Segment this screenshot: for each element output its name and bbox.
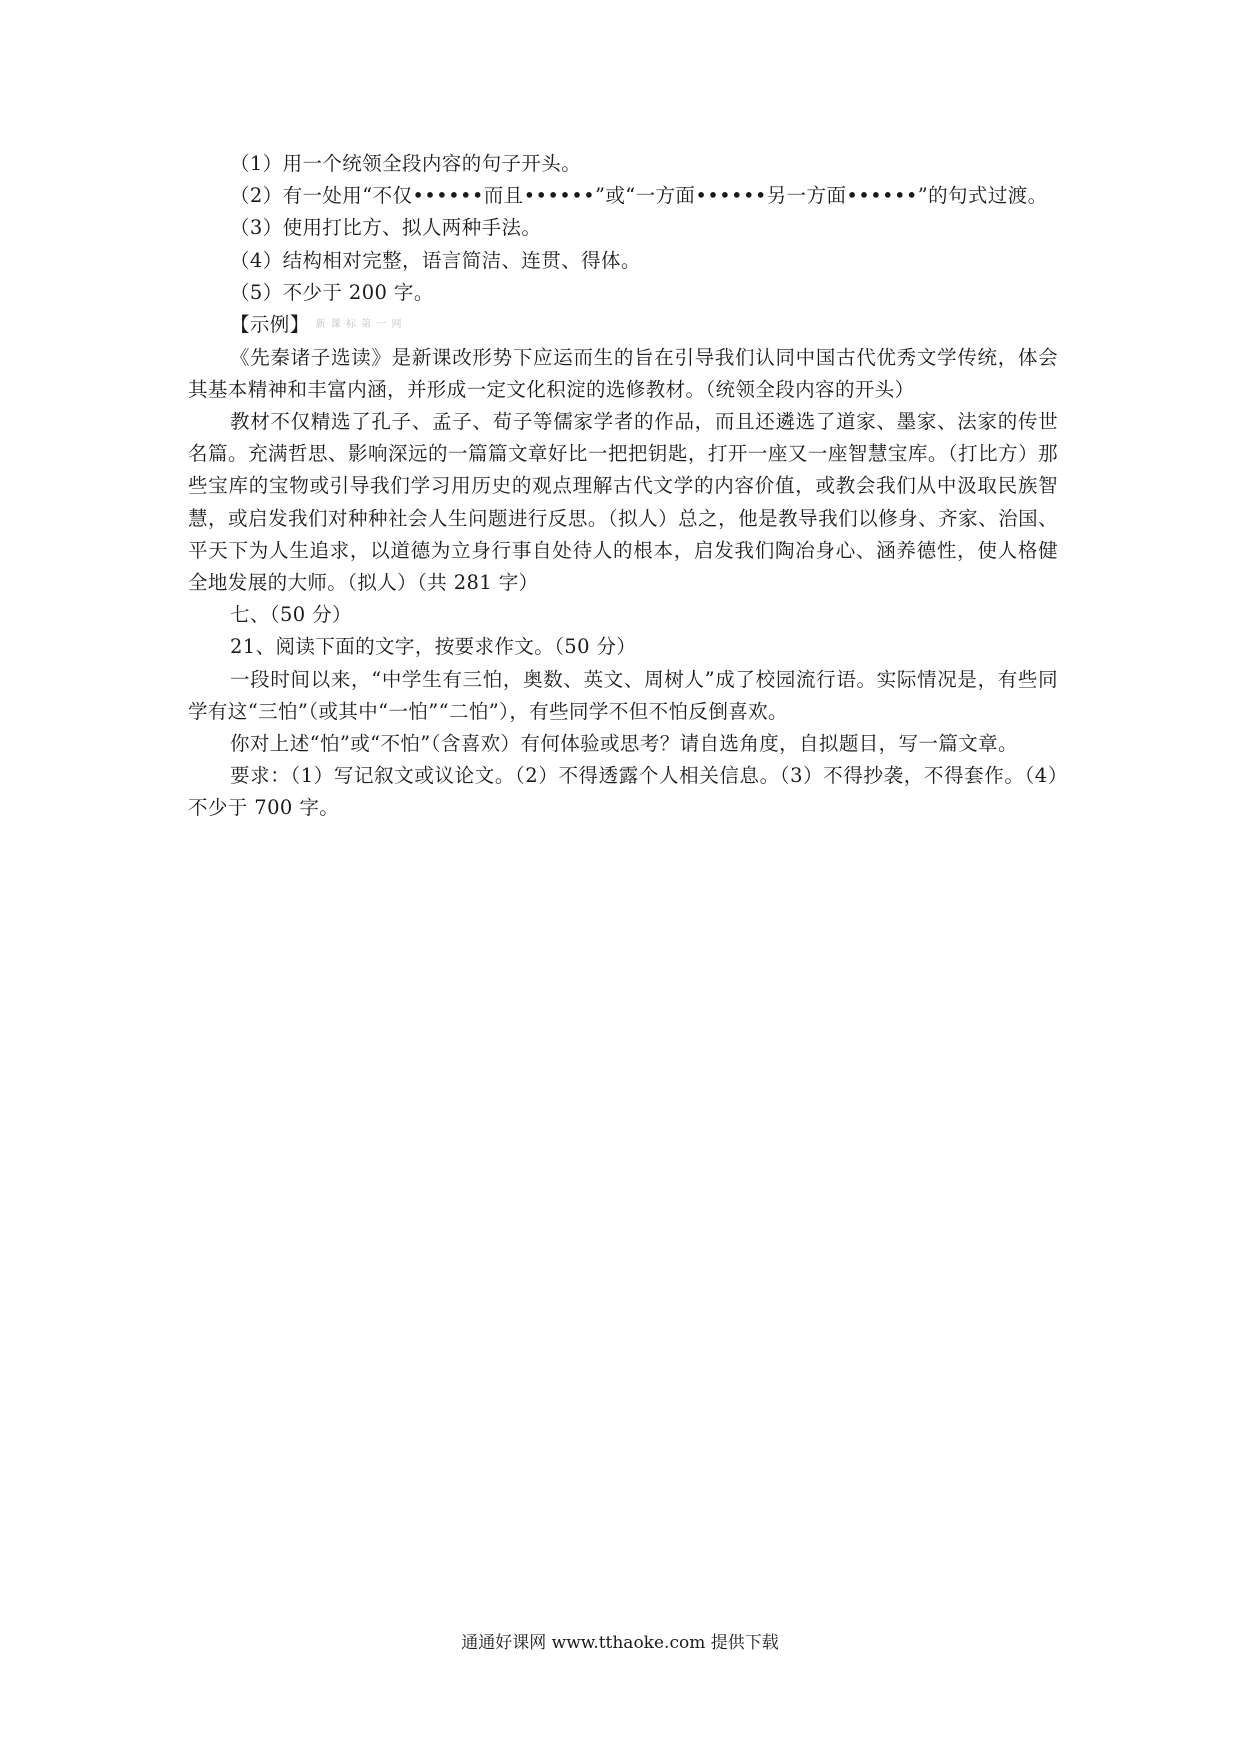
example-heading-row <box>188 309 1058 342</box>
watermark: 新 课 标 第 一 网 <box>315 319 403 331</box>
page-footer: 通通好课网 www.tthaoke.com 提供下载 <box>461 1633 779 1653</box>
example-heading: 【示例】 <box>230 313 310 337</box>
section-seven-heading: 七、（50 分） <box>230 603 352 627</box>
document-body <box>188 148 1058 825</box>
requirement-3: （3）使用打比方、拟人两种手法。 <box>230 216 542 240</box>
essay-paragraph-2: 你对上述“怕”或“不怕”（含喜欢）有何体验或思考？请自选角度，自拟题目，写一篇文章。 <box>230 732 1018 756</box>
requirement-5: （5）不少于 200 字。 <box>230 280 434 304</box>
essay-paragraph-1: 一段时间以来，“中学生有三怕，奥数、英文、周树人”成了校园流行语。实际情况是，有些同学有这“三怕”（或其中“一怕”“二怕”），有些同学不但不怕反倒喜欢。 <box>188 667 1058 723</box>
requirement-4: （4）结构相对完整，语言简洁、连贯、得体。 <box>230 248 641 272</box>
example-paragraph-2: 教材不仅精选了孔子、孟子、荀子等儒家学者的作品，而且还遴选了道家、墨家、法家的传世名篇。充满哲思、影响深远的一篇篇文章好比一把把钥匙，打开一座又一座智慧宝库。（打比方）那些宝库的宝物或引导我们学习用历史的观点理解古代文学的内容价值，或教会我们从中汲取民族智慧，或启发我们对种种社会人生问题进行反思。（拟人）总之，他是教导我们以修身、齐家、治国、平天下为人生追求，以道德为立身行事自处待人的根本，启发我们陶冶身心、涵养德性，使人格健全地发展的大师。（拟人）（共 281 字） <box>188 410 1058 595</box>
requirement-2: （2）有一处用“不仅••••••而且••••••”或“一方面••••••另一方面••••••”的句式过渡。 <box>230 184 1048 208</box>
essay-requirements: 要求：（1）写记叙文或议论文。（2）不得透露个人相关信息。（3）不得抄袭，不得套作。（4）不少于 700 字。 <box>188 764 1058 820</box>
example-paragraph-1: 《先秦诸子选读》是新课改形势下应运而生的旨在引导我们认同中国古代优秀文学传统，体会其基本精神和丰富内涵，并形成一定文化积淀的选修教材。（统领全段内容的开头） <box>188 345 1058 401</box>
requirement-1: （1）用一个统领全段内容的句子开头。 <box>230 152 582 175</box>
question-21: 21、阅读下面的文字，按要求作文。（50 分） <box>230 635 637 659</box>
